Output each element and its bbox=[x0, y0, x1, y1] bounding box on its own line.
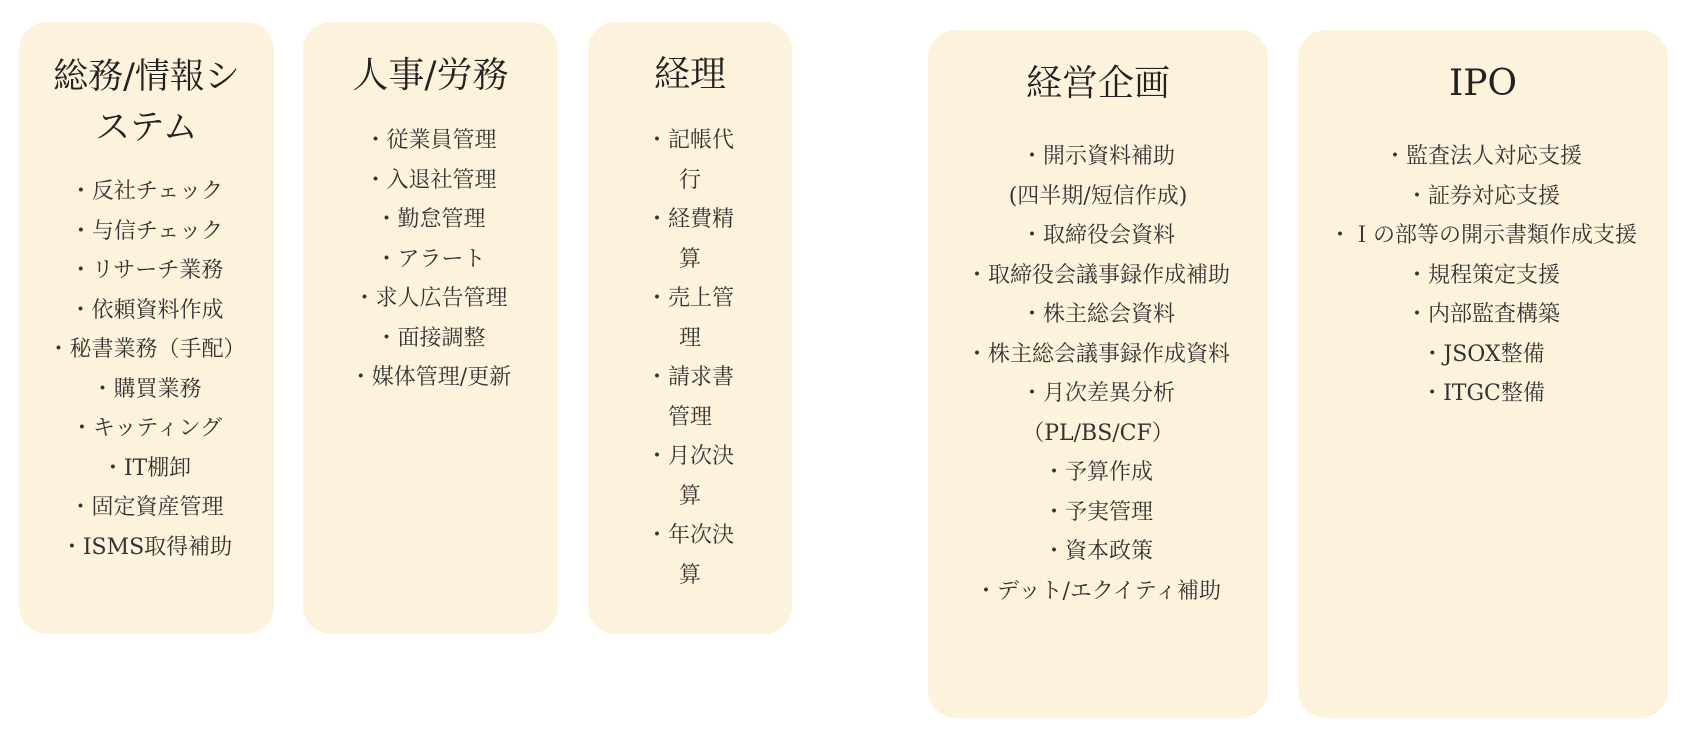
list-item: ・株主総会議事録作成資料 bbox=[965, 341, 1230, 367]
list-item: ・請求書管理 bbox=[645, 365, 734, 430]
list-item: ・経費精算 bbox=[645, 207, 734, 272]
list-item: ・依頼資料作成 bbox=[69, 297, 224, 323]
list-item: ・規程策定支援 bbox=[1405, 262, 1560, 288]
list-item: ・リサーチ業務 bbox=[69, 258, 224, 283]
list-item: ・証券対応支援 bbox=[1405, 183, 1560, 209]
list-item: ・年次決算 bbox=[645, 523, 734, 588]
list-item: ・月次差異分析 bbox=[1020, 381, 1175, 406]
item-list bbox=[638, 121, 742, 595]
list-item: （PL/BS/CF） bbox=[1022, 420, 1174, 446]
list-item: ・秘書業務（手配） bbox=[47, 337, 246, 362]
list-item: ・開示資料補助 bbox=[1020, 144, 1175, 169]
card-title: 総務/情報システム bbox=[53, 57, 240, 148]
list-item: ・キッティング bbox=[70, 416, 223, 441]
card-title: 経理 bbox=[653, 54, 726, 95]
list-item: ・アラート bbox=[375, 246, 486, 272]
list-item: ・取締役会議事録作成補助 bbox=[965, 262, 1230, 288]
list-item: ・記帳代行 bbox=[645, 128, 734, 193]
list-item: ・デット/エクイティ補助 bbox=[974, 578, 1222, 604]
list-item: ・ITGC整備 bbox=[1421, 381, 1545, 406]
list-item: ・売上管理 bbox=[645, 286, 734, 351]
card-title: 経営企画 bbox=[1025, 63, 1170, 104]
list-item: ・媒体管理/更新 bbox=[349, 365, 512, 390]
card-jinji-roumu bbox=[303, 22, 558, 634]
list-item: ・内部監査構築 bbox=[1405, 302, 1560, 327]
list-item: ・固定資産管理 bbox=[69, 495, 224, 520]
card-keiri bbox=[588, 22, 792, 634]
list-item: ・入退社管理 bbox=[364, 167, 497, 193]
card-ipo bbox=[1298, 30, 1668, 718]
item-list bbox=[946, 137, 1250, 611]
list-item: ・Ｉの部等の開示書類作成支援 bbox=[1328, 223, 1637, 248]
list-item: ・勤怠管理 bbox=[375, 207, 486, 232]
item-list bbox=[43, 172, 250, 567]
card-soumu-joho-system bbox=[19, 22, 274, 634]
list-item: (四半期/短信作成) bbox=[1008, 183, 1188, 209]
card-title: 人事/労務 bbox=[352, 55, 509, 96]
list-item: ・求人広告管理 bbox=[353, 286, 508, 311]
list-item: ・ISMS取得補助 bbox=[60, 534, 233, 560]
list-item: ・IT棚卸 bbox=[101, 455, 192, 481]
list-item: ・面接調整 bbox=[375, 325, 486, 351]
list-item: ・反社チェック bbox=[69, 179, 224, 204]
card-keiei-kikaku bbox=[928, 30, 1268, 718]
list-item: ・月次決算 bbox=[645, 444, 734, 509]
item-list bbox=[323, 121, 538, 398]
list-item: ・予算作成 bbox=[1042, 460, 1153, 485]
list-item: ・与信チェック bbox=[69, 218, 224, 244]
list-item: ・予実管理 bbox=[1042, 499, 1153, 525]
list-item: ・購買業務 bbox=[91, 376, 202, 402]
item-list bbox=[1318, 137, 1648, 414]
card-title: IPO bbox=[1449, 63, 1517, 104]
list-item: ・従業員管理 bbox=[364, 128, 497, 153]
list-item: ・JSOX整備 bbox=[1421, 341, 1545, 367]
list-item: ・資本政策 bbox=[1042, 539, 1153, 564]
list-item: ・取締役会資料 bbox=[1020, 223, 1175, 248]
list-item: ・監査法人対応支援 bbox=[1383, 144, 1582, 169]
list-item: ・株主総会資料 bbox=[1020, 302, 1175, 327]
